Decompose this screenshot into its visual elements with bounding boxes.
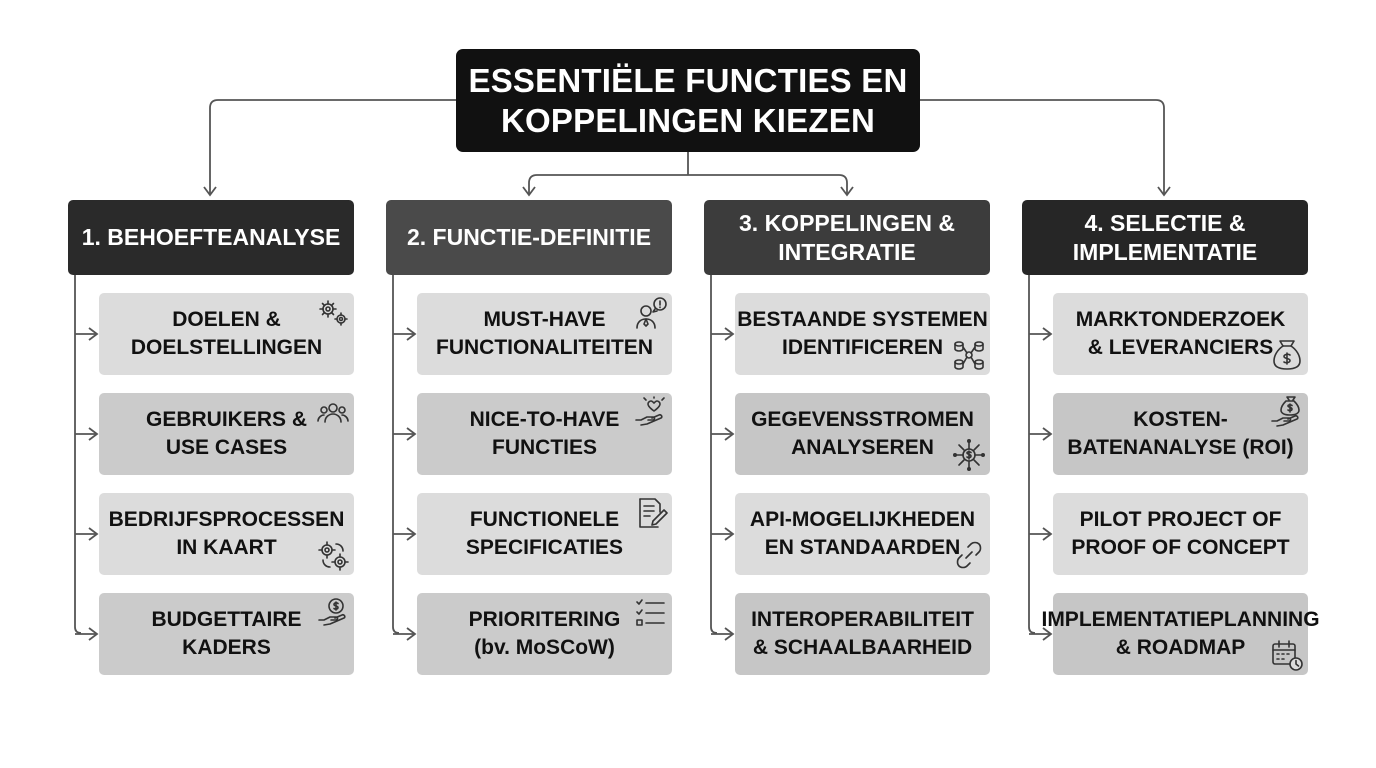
- step-box-2-3: [417, 493, 672, 575]
- step-label-line: USE CASES: [165, 436, 288, 459]
- step-label-line: NICE-TO-HAVE: [469, 408, 620, 431]
- title-branch-line: [529, 175, 847, 194]
- checklist-icon: [634, 596, 668, 630]
- money-hand-icon: [316, 596, 350, 630]
- column-header-3: [704, 200, 990, 275]
- title-line-2: KOPPELINGEN KIEZEN: [501, 101, 875, 139]
- step-box-2-4: [417, 593, 672, 675]
- step-label-line: MARKTONDERZOEK: [1075, 308, 1286, 331]
- step-label-line: API-MOGELIJKHEDEN: [749, 508, 976, 531]
- step-label-line: (bv. MoSCoW): [474, 636, 615, 659]
- step-label-line: DOELSTELLINGEN: [130, 336, 323, 359]
- step-label-line: PILOT PROJECT OF: [1079, 508, 1282, 531]
- step-label-line: ANALYSEREN: [791, 436, 934, 459]
- money-bag-hand-icon: [1270, 396, 1304, 430]
- column-3-spine: [711, 275, 717, 633]
- step-label-line: FUNCTIONALITEITEN: [436, 336, 653, 359]
- step-box-4-4: [1041, 593, 1320, 675]
- step-label-line: INTEROPERABILITEIT: [751, 608, 974, 631]
- step-box-4-1: [1053, 293, 1308, 375]
- step-box-1-2: [99, 393, 354, 475]
- step-box-2-2: [417, 393, 672, 475]
- step-box-4-2: [1053, 393, 1308, 475]
- column-header-line: 4. SELECTIE &: [1084, 209, 1246, 236]
- step-label-line: BEDRIJFSPROCESSEN: [108, 508, 345, 531]
- document-edit-icon: [634, 496, 668, 530]
- step-label-line: KADERS: [182, 636, 271, 659]
- step-label-line: & SCHAALBAARHEID: [752, 636, 973, 659]
- column-header-line: 3. KOPPELINGEN &: [739, 209, 955, 236]
- step-label-line: IMPLEMENTATIEPLANNING: [1041, 608, 1320, 631]
- step-label-line: BATENANALYSE (ROI): [1067, 436, 1294, 459]
- step-label-line: FUNCTIONELE: [469, 508, 620, 531]
- data-flow-icon: [952, 438, 986, 472]
- column-header-line: 1. BEHOEFTEANALYSE: [81, 224, 341, 250]
- step-box-1-3: [99, 493, 354, 575]
- column-header-line: INTEGRATIE: [778, 238, 916, 265]
- step-label-line: KOSTEN-: [1133, 408, 1228, 431]
- gears-icon: [316, 296, 350, 330]
- step-label-line: MUST-HAVE: [483, 308, 606, 331]
- column-header-2: [386, 200, 672, 275]
- title-to-column-1-line: [210, 100, 456, 194]
- step-box-3-3: [735, 493, 990, 575]
- step-label-line: PROOF OF CONCEPT: [1071, 536, 1290, 559]
- link-icon: [952, 538, 986, 572]
- step-box-2-1: [417, 293, 672, 375]
- diagram-title: [456, 49, 920, 152]
- step-box-4-3: [1053, 493, 1308, 575]
- database-network-icon: [952, 338, 986, 372]
- heart-hand-icon: [634, 396, 668, 430]
- step-label-line: EN STANDAARDEN: [764, 536, 961, 559]
- money-bag-icon: [1270, 338, 1304, 372]
- step-label-line: & LEVERANCIERS: [1087, 336, 1274, 359]
- column-header-line: 2. FUNCTIE-DEFINITIE: [406, 224, 652, 250]
- column-1-spine: [75, 275, 81, 633]
- column-header-4: [1022, 200, 1308, 275]
- step-label-line: DOELEN &: [172, 308, 281, 331]
- step-box-3-4: [735, 593, 990, 675]
- step-label-line: BUDGETTAIRE: [151, 608, 302, 631]
- step-label-line: SPECIFICATIES: [465, 536, 624, 559]
- column-header-line: IMPLEMENTATIE: [1072, 238, 1258, 265]
- step-box-3-1: [735, 293, 990, 375]
- step-box-1-1: [99, 293, 354, 375]
- step-label-line: PRIORITERING: [468, 608, 621, 631]
- step-box-3-2: [735, 393, 990, 475]
- title-to-column-4-line: [920, 100, 1164, 194]
- step-label-line: GEBRUIKERS &: [145, 408, 308, 431]
- title-line-1: ESSENTIËLE FUNCTIES EN: [468, 61, 908, 99]
- users-icon: [316, 396, 350, 430]
- step-label-line: IN KAART: [176, 536, 277, 559]
- column-4-spine: [1029, 275, 1035, 633]
- column-header-1: [68, 200, 354, 275]
- step-label-line: GEGEVENSSTROMEN: [751, 408, 974, 431]
- step-label-line: & ROADMAP: [1115, 636, 1246, 659]
- step-label-line: BESTAANDE SYSTEMEN: [737, 308, 988, 331]
- person-idea-icon: [634, 296, 668, 330]
- calendar-clock-icon: [1270, 638, 1304, 672]
- step-box-1-4: [99, 593, 354, 675]
- process-gears-icon: [316, 538, 350, 572]
- step-label-line: FUNCTIES: [492, 436, 597, 459]
- step-label-line: IDENTIFICEREN: [781, 336, 943, 359]
- column-2-spine: [393, 275, 399, 633]
